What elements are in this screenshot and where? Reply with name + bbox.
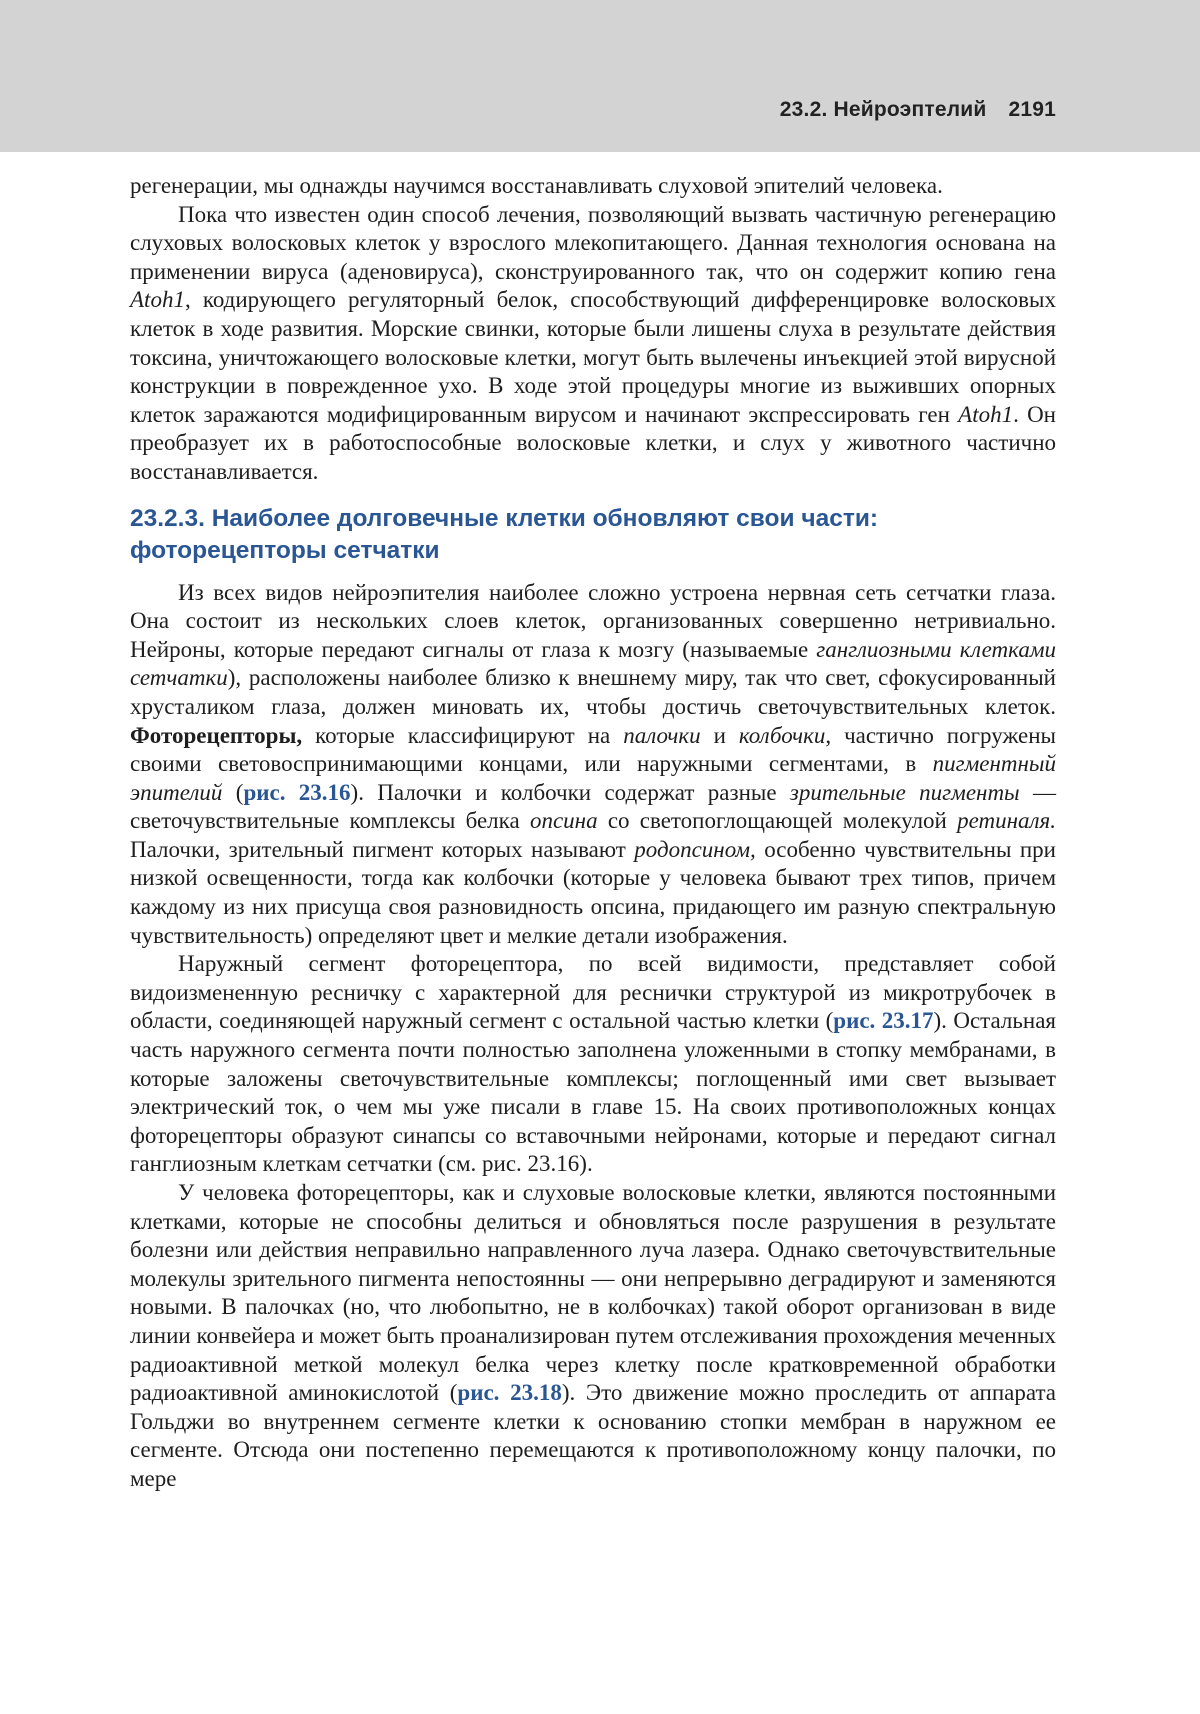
paragraph-3-text: Палочки, зрительный пигмент которых называют (130, 836, 635, 862)
page-body (130, 172, 1056, 1494)
paragraph-4 (130, 950, 1056, 1179)
paragraph-3-text: , частично погружены своими световоспринимающими концами, или наружными сегментами, в (130, 722, 1056, 777)
paragraph-2-text-b: , кодирующего регуляторный белок, способствующий дифференцировке волосковых клеток в ходе развития. Морские свинки, которые были лишены слуха в результате действия токсина, уничтожающего волосковые клетки, могут быть вылечены инъекцией этой вирусной конструкции в поврежденное ухо. В ходе этой процедуры многие из выживших опорных клеток заражаются модифицированным вирусом и начинают экспрессировать ген (130, 287, 1056, 427)
term: зрительные пигменты (789, 779, 1020, 805)
figure-reference-link[interactable]: рис. 23.16 (243, 779, 351, 805)
paragraph-2 (130, 201, 1056, 487)
paragraph-3-text: Из всех видов нейроэпителия наиболее сложно устроена нервная сеть сетчатки глаза. Она состоит из нескольких слоев клеток, организованных совершенно нетривиально. Нейроны, которые передают сигналы от глаза к мозгу (называемые (130, 579, 1056, 662)
key-term: Фоторецепторы, (130, 722, 303, 748)
paragraph-3 (130, 579, 1056, 951)
running-header-band (0, 0, 1200, 152)
paragraph-4-text: Наружный сегмент фоторецептора, по всей видимости, представляет собой видоизмененную ресничку с характерной для реснички структурой из микротрубочек в области, соединяющей наружный сегмент с остальной частью клетки ( (130, 951, 1056, 1034)
paragraph-3-text: особенно чувствительны при низкой освещенности, тогда как колбочки (которые у человека бывают трех типов, причем каждому из них присуща своя разновидность опсина, придающего им разную спектральную чувствительность) определяют цвет и мелкие детали изображения. (130, 836, 1056, 948)
gene-name: Atoh1 (130, 287, 185, 313)
paragraph-2-text-c: . Он преобразует их в работоспособные волосковые клетки, и слух у животного частично восстанавливается. (130, 401, 1056, 484)
paragraph-3-text: ), расположены наиболее близко к внешнему миру, так что свет, сфокусированный хрусталиком глаза, должен миновать их, чтобы достичь светочувствительных клеток. (130, 665, 1056, 719)
paragraph-2-text-a: Пока что известен один способ лечения, позволяющий вызвать частичную регенерацию слуховых волосковых клеток у взрослого млекопитающего. Данная технология основана на применении вируса (аденовируса), сконструированного так, что он содержит копию гена (130, 201, 1056, 284)
running-head (780, 98, 1056, 122)
paragraph-3-text: ). Палочки и колбочки содержат разные (350, 779, 790, 805)
paragraph-3-text: которые классифицируют на (302, 722, 624, 748)
figure-reference-link[interactable]: рис. 23.18 (457, 1380, 562, 1406)
paragraph-5-text: У человека фоторецепторы, как и слуховые волосковые клетки, являются постоянными клетками, которые не способны делиться и обновляться после разрушения в результате болезни или действия неправильно направленного луча лазера. Однако светочувствительные молекулы зрительного пигмента непостоянны — они непрерывно деградируют и заменяются новыми. В палочках (но, что любопытно, не в колбочках) такой оборот организован в виде линии конвейера и может быть проанализирован путем отслеживания прохождения меченных радиоактивной меткой молекул белка через клетку после кратковременной обработки радиоактивной аминокислотой ( (130, 1180, 1056, 1406)
term: палочки (623, 722, 701, 748)
paragraph-3-text: и (700, 722, 739, 748)
paragraph-5 (130, 1179, 1056, 1494)
term: ретиналя. (957, 808, 1056, 834)
figure-reference-link[interactable]: рис. 23.17 (833, 1008, 934, 1034)
gene-name: Atoh1 (958, 401, 1014, 427)
section-title: 23.2. Нейроэптелий (779, 98, 987, 121)
term: опсина (529, 808, 598, 834)
paragraph-3-text: ( (222, 779, 244, 805)
term: ганглиозными клетками сетчатки (130, 636, 1056, 691)
paragraph-3-text: — светочувствительные комплексы белка (130, 779, 1056, 834)
paragraph-5-text: ). Это движение можно проследить от аппарата Гольджи во внутреннем сегменте клетки к основанию стопки мембран в наружном ее сегменте. Отсюда они постепенно перемещаются к противоположному концу палочки, по мере (130, 1380, 1056, 1491)
page-number: 2191 (1008, 98, 1056, 121)
term: родопсином, (634, 836, 756, 862)
term: колбочки (738, 722, 826, 748)
paragraph-3-text: со светопоглощающей молекулой (597, 808, 958, 834)
paragraph-1: регенерации, мы однажды научимся восстанавливать слуховой эпителий человека. (130, 173, 943, 198)
paragraph-4-text: ). Остальная часть наружного сегмента почти полностью заполнена уложенными в стопку мембранами, в которые заложены светочувствительные комплексы; поглощенный ими свет вызывает электрический ток, о чем мы уже писали в главе 15. На своих противоположных концах фоторецепторы образуют синапсы со вставочными нейронами, которые и передают сигнал ганглиозным клеткам сетчатки (см. рис. 23.16). (130, 1008, 1056, 1177)
term: пигментный эпителий (130, 751, 1056, 805)
section-heading: 23.2.3. Наиболее долговечные клетки обновляют свои части: фоторецепторы сетчатки (130, 504, 879, 564)
